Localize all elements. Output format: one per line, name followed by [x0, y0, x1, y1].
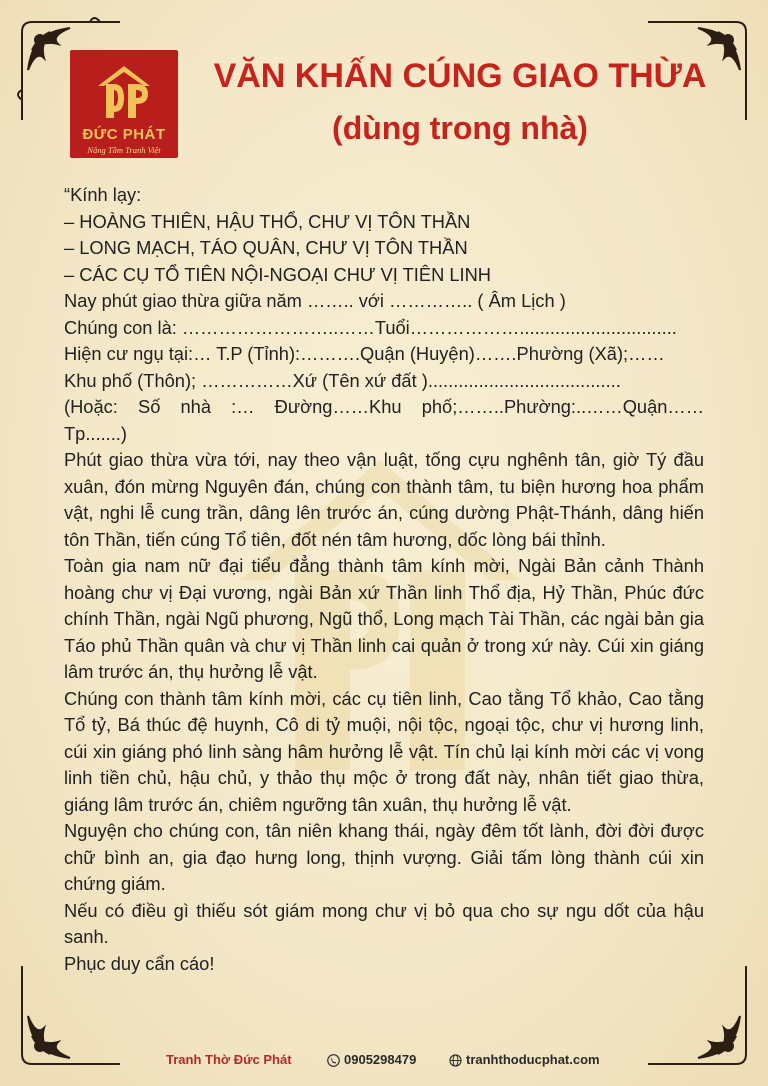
globe-icon	[449, 1054, 462, 1067]
text-line: – HOÀNG THIÊN, HẬU THỔ, CHƯ VỊ TÔN THẦN	[64, 210, 471, 232]
brand-logo	[70, 50, 178, 158]
house-dp-icon	[96, 62, 152, 122]
brand-tagline: Nâng Tầm Tranh Việt	[87, 145, 161, 155]
footer-phone[interactable]: 0905298479	[344, 1052, 417, 1067]
text-line: Nay phút giao thừa giữa năm …….. với ………….. ( Âm Lịch )	[64, 290, 566, 311]
footer-phone-group	[327, 1052, 416, 1067]
phone-icon	[327, 1054, 340, 1067]
text-line: Tp.......)	[64, 422, 127, 444]
text-line: Khu phố (Thôn); ……………Xứ (Tên xứ đất )......................................	[64, 369, 621, 391]
text-line: Chúng con là: ……………………..……Tuổi………………...............................	[64, 316, 677, 338]
paragraph: Chúng con thành tâm kính mời, các cụ tiên linh, Cao tằng Tổ khảo, Cao tằng Tổ tỷ, Bá thúc đệ huynh, Cô di tỷ muội, nội tộc, ngoại tộc, chư vị hương linh, cúi xin giáng phó linh sàng hâm hưởng lễ vật. Tín chủ lại kính mời các vị vong linh tiền chủ, hậu chủ, y thảo thụ mộc ở trong đất này, nhân tiết giao thừa, giáng lâm trước án, chiêm ngưỡng tân xuân, thụ hưởng lễ vật.	[64, 687, 704, 815]
paragraph: Toàn gia nam nữ đại tiểu đẳng thành tâm kính mời, Ngài Bản cảnh Thành hoàng chư vị Đại vương, ngài Bản xứ Thần linh Thổ địa, Hỷ Thần, Phúc đức chính Thần, ngài Ngũ phương, Ngũ thổ, Long mạch Tài Thần, các ngài bản gia Táo phủ Thần quân và chư vị Thần linh cai quản ở trong xứ này. Cúi xin giáng lâm trước án, thụ hưởng lễ vật.	[64, 555, 704, 682]
paragraph: Phục duy cẩn cáo!	[64, 952, 215, 974]
page-subtitle: (dùng trong nhà)	[332, 110, 588, 146]
page-title: VĂN KHẤN CÚNG GIAO THỪA	[213, 57, 707, 95]
brand-name: ĐỨC PHÁT	[82, 126, 166, 143]
text-line: – CÁC CỤ TỔ TIÊN NỘI-NGOẠI CHƯ VỊ TIÊN LINH	[64, 263, 492, 285]
paragraph: Phút giao thừa vừa tới, nay theo vận luật, tống cựu nghênh tân, giờ Tý đầu xuân, đón mừng Nguyên đán, chúng con thành tâm, tu biện hương hoa phẩm vật, nghi lễ cung trần, dâng lên trước án, cúng dường Phật-Thánh, dâng hiến tôn Thần, tiến cúng Tổ tiên, đốt nén tâm hương, dốc lòng bái thỉnh.	[64, 449, 704, 550]
paragraph: Nguyện cho chúng con, tân niên khang thái, ngày đêm tốt lành, đời đời được chữ bình an, gia đạo hưng long, thịnh vượng. Giải tấm lòng thành cúi xin chứng giám.	[64, 820, 704, 894]
paragraph: Nếu có điều gì thiếu sót giám mong chư vị bỏ qua cho sự ngu dốt của hậu sanh.	[64, 899, 704, 947]
text-line: “Kính lạy:	[64, 184, 142, 205]
footer	[0, 1050, 768, 1070]
text-line: – LONG MẠCH, TÁO QUÂN, CHƯ VỊ TÔN THẦN	[64, 237, 468, 258]
footer-company: Tranh Thờ Đức Phát	[166, 1052, 292, 1067]
footer-website-group	[449, 1052, 600, 1067]
text-line: (Hoặc: Số nhà :… Đường……Khu phố;……..Phường:..……Quận……	[64, 396, 704, 417]
text-line: Hiện cư ngụ tại:… T.P (Tỉnh):……….Quận (Huyện)…….Phường (Xã);……	[64, 343, 665, 364]
footer-website[interactable]: tranhthoducphat.com	[466, 1052, 600, 1067]
prayer-text	[64, 182, 704, 977]
